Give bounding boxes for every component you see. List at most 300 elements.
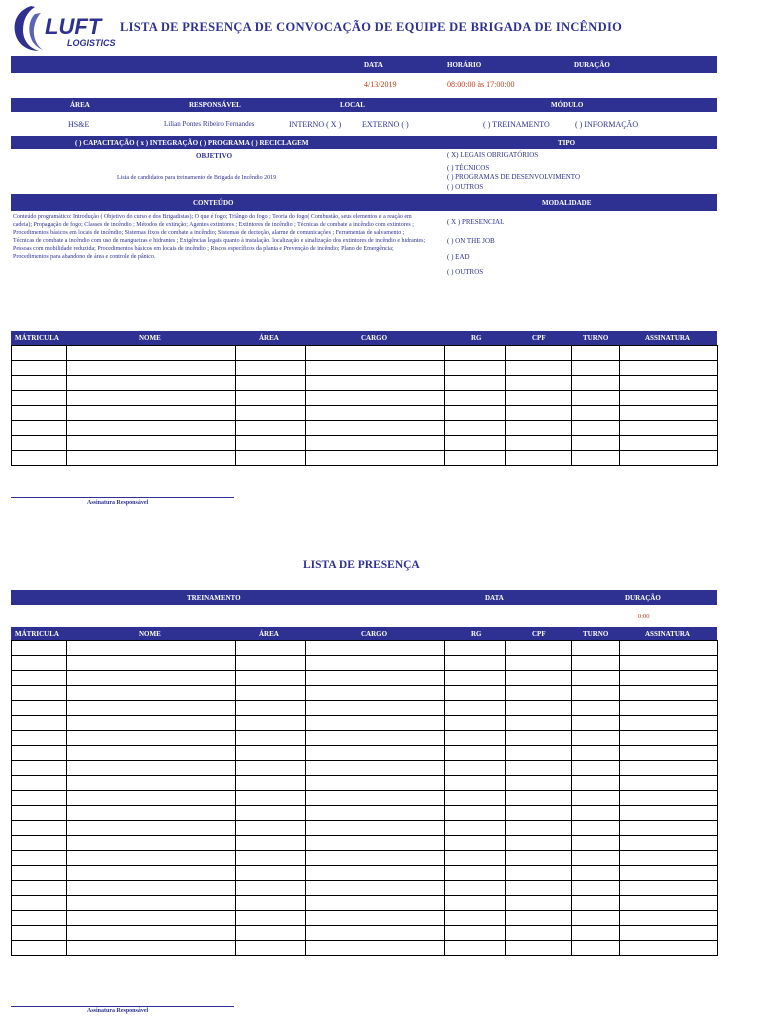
table-cell[interactable]	[235, 866, 305, 881]
table-cell[interactable]	[506, 361, 572, 376]
table-cell[interactable]	[445, 731, 506, 746]
table-cell[interactable]	[235, 716, 305, 731]
table-cell[interactable]	[66, 716, 235, 731]
table-cell[interactable]	[445, 806, 506, 821]
table-cell[interactable]	[572, 346, 620, 361]
table-cell[interactable]	[235, 391, 305, 406]
signature-label-2: Assinatura Responsável	[87, 1008, 149, 1014]
table-cell[interactable]	[620, 421, 718, 436]
table-cell[interactable]	[572, 806, 620, 821]
table-cell[interactable]	[506, 776, 572, 791]
table-cell[interactable]	[305, 641, 445, 656]
col-matricula: MÁTRICULA	[15, 334, 59, 342]
table-cell[interactable]	[305, 391, 445, 406]
table-cell[interactable]	[305, 436, 445, 451]
table-cell[interactable]	[620, 376, 718, 391]
table-row	[12, 671, 718, 686]
area-label: ÁREA	[70, 101, 90, 109]
table-cell[interactable]	[12, 821, 67, 836]
table-cell[interactable]	[12, 346, 67, 361]
table-cell[interactable]	[12, 881, 67, 896]
table-cell[interactable]	[445, 361, 506, 376]
table-cell[interactable]	[572, 731, 620, 746]
table-cell[interactable]	[572, 866, 620, 881]
table-cell[interactable]	[305, 791, 445, 806]
content-header-bar	[11, 194, 717, 211]
table-cell[interactable]	[305, 451, 445, 466]
objective-label: OBJETIVO	[196, 152, 233, 160]
table-cell[interactable]	[572, 361, 620, 376]
table-cell[interactable]	[12, 361, 67, 376]
table-cell[interactable]	[305, 941, 445, 956]
table-cell[interactable]	[235, 776, 305, 791]
table-cell[interactable]	[572, 941, 620, 956]
modality-option-1: ( X ) PRESENCIAL	[447, 218, 505, 226]
table-cell[interactable]	[235, 851, 305, 866]
table-cell[interactable]	[305, 821, 445, 836]
table-row	[12, 406, 718, 421]
table-cell[interactable]	[66, 686, 235, 701]
table-cell[interactable]	[572, 716, 620, 731]
table-cell[interactable]	[572, 671, 620, 686]
table-cell[interactable]	[12, 776, 67, 791]
table-cell[interactable]	[66, 821, 235, 836]
table-cell[interactable]	[445, 641, 506, 656]
table-cell[interactable]	[305, 851, 445, 866]
table-cell[interactable]	[572, 851, 620, 866]
table-cell[interactable]	[66, 346, 235, 361]
table-cell[interactable]	[506, 881, 572, 896]
table-row	[12, 731, 718, 746]
table-cell[interactable]	[305, 656, 445, 671]
table-cell[interactable]	[572, 776, 620, 791]
table-row	[12, 836, 718, 851]
table-cell[interactable]	[620, 641, 718, 656]
time-label: HORÁRIO	[447, 60, 482, 69]
table-cell[interactable]	[12, 926, 67, 941]
table-cell[interactable]	[445, 926, 506, 941]
col-turno: TURNO	[583, 629, 609, 638]
signature-label: Assinatura Responsável	[87, 500, 149, 506]
table-cell[interactable]	[12, 866, 67, 881]
table-cell[interactable]	[66, 761, 235, 776]
table-cell[interactable]	[620, 806, 718, 821]
table-cell[interactable]	[66, 806, 235, 821]
duration-label: DURAÇÃO	[574, 60, 610, 69]
company-logo	[11, 4, 117, 52]
table-cell[interactable]	[235, 896, 305, 911]
table-cell[interactable]	[572, 701, 620, 716]
table-cell[interactable]	[12, 421, 67, 436]
table-cell[interactable]	[445, 671, 506, 686]
table-cell[interactable]	[66, 731, 235, 746]
table-cell[interactable]	[620, 821, 718, 836]
col-cargo: CARGO	[361, 334, 388, 342]
table-cell[interactable]	[66, 911, 235, 926]
table-cell[interactable]	[620, 701, 718, 716]
table-cell[interactable]	[305, 926, 445, 941]
table-cell[interactable]	[235, 731, 305, 746]
table-cell[interactable]	[506, 926, 572, 941]
table-cell[interactable]	[66, 791, 235, 806]
table-row	[12, 656, 718, 671]
table-cell[interactable]	[66, 406, 235, 421]
table-cell[interactable]	[506, 941, 572, 956]
col-nome: NOME	[139, 334, 161, 342]
modality-option-4: ( ) OUTROS	[447, 268, 484, 276]
logo-subtext: LOGISTICS	[67, 38, 116, 48]
table-cell[interactable]	[506, 656, 572, 671]
table-row	[12, 866, 718, 881]
table-cell[interactable]	[305, 376, 445, 391]
col-rg: RG	[471, 334, 482, 342]
table-cell[interactable]	[506, 821, 572, 836]
table-cell[interactable]	[506, 761, 572, 776]
table-row	[12, 701, 718, 716]
table-cell[interactable]	[66, 391, 235, 406]
responsible-label: RESPONSÁVEL	[189, 101, 241, 109]
table-row	[12, 851, 718, 866]
table-cell[interactable]	[235, 376, 305, 391]
table-cell[interactable]	[235, 911, 305, 926]
table-cell[interactable]	[572, 421, 620, 436]
table-cell[interactable]	[12, 791, 67, 806]
tipo-option-2: ( ) TÉCNICOS	[447, 164, 490, 172]
table-cell[interactable]	[572, 641, 620, 656]
table-cell[interactable]	[506, 346, 572, 361]
table-cell[interactable]	[12, 641, 67, 656]
table-cell[interactable]	[305, 746, 445, 761]
training-type-options: ( ) CAPACITAÇÃO ( x ) INTEGRAÇÃO ( ) PROGRAMA ( ) RECICLAGEM	[75, 138, 309, 147]
table-cell[interactable]	[506, 896, 572, 911]
attendance-table-2	[11, 640, 718, 956]
table-cell[interactable]	[66, 436, 235, 451]
table-cell[interactable]	[66, 361, 235, 376]
table-cell[interactable]	[506, 391, 572, 406]
table-cell[interactable]	[445, 451, 506, 466]
table-cell[interactable]	[620, 406, 718, 421]
table-row	[12, 391, 718, 406]
table-cell[interactable]	[12, 761, 67, 776]
table-cell[interactable]	[572, 881, 620, 896]
table-cell[interactable]	[445, 391, 506, 406]
table-cell[interactable]	[620, 436, 718, 451]
table-cell[interactable]	[572, 911, 620, 926]
table-cell[interactable]	[445, 836, 506, 851]
table-cell[interactable]	[305, 361, 445, 376]
table-cell[interactable]	[305, 896, 445, 911]
col-cpf: CPF	[532, 334, 546, 342]
table-cell[interactable]	[235, 881, 305, 896]
table-cell[interactable]	[506, 451, 572, 466]
table-cell[interactable]	[66, 376, 235, 391]
col-cargo: CARGO	[361, 629, 388, 638]
table-cell[interactable]	[235, 346, 305, 361]
local-external: EXTERNO ( )	[362, 120, 409, 129]
table-cell[interactable]	[506, 911, 572, 926]
table-cell[interactable]	[620, 746, 718, 761]
table-cell[interactable]	[66, 671, 235, 686]
tipo-option-4: ( ) OUTROS	[447, 183, 484, 191]
table-cell[interactable]	[305, 761, 445, 776]
table-cell[interactable]	[620, 866, 718, 881]
table-cell[interactable]	[506, 436, 572, 451]
table-cell[interactable]	[66, 836, 235, 851]
table-cell[interactable]	[506, 866, 572, 881]
table-cell[interactable]	[66, 896, 235, 911]
table-row	[12, 761, 718, 776]
area-value: HS&E	[68, 120, 90, 129]
table-cell[interactable]	[12, 896, 67, 911]
table-cell[interactable]	[572, 896, 620, 911]
table-cell[interactable]	[12, 671, 67, 686]
table-cell[interactable]	[235, 406, 305, 421]
col-assinatura: ASSINATURA	[645, 334, 690, 342]
table-cell[interactable]	[572, 926, 620, 941]
info-header-bar	[11, 98, 717, 112]
col-area: ÁREA	[259, 629, 279, 638]
table-cell[interactable]	[572, 746, 620, 761]
table-cell[interactable]	[445, 421, 506, 436]
table-cell[interactable]	[235, 806, 305, 821]
table-cell[interactable]	[445, 866, 506, 881]
table-cell[interactable]	[445, 896, 506, 911]
table-cell[interactable]	[506, 716, 572, 731]
table-cell[interactable]	[620, 911, 718, 926]
attendance-table-header-2	[11, 627, 717, 640]
table-cell[interactable]	[305, 701, 445, 716]
table-cell[interactable]	[305, 716, 445, 731]
attendance-table-header	[11, 331, 717, 345]
table-row	[12, 896, 718, 911]
table-cell[interactable]	[305, 881, 445, 896]
table-cell[interactable]	[445, 716, 506, 731]
table-cell[interactable]	[66, 656, 235, 671]
table-cell[interactable]	[12, 911, 67, 926]
table-row	[12, 686, 718, 701]
table-cell[interactable]	[235, 836, 305, 851]
table-cell[interactable]	[620, 731, 718, 746]
table-cell[interactable]	[620, 896, 718, 911]
table-cell[interactable]	[12, 941, 67, 956]
table-cell[interactable]	[572, 436, 620, 451]
table-cell[interactable]	[305, 406, 445, 421]
table-cell[interactable]	[445, 911, 506, 926]
table-cell[interactable]	[66, 881, 235, 896]
table-cell[interactable]	[66, 641, 235, 656]
table-cell[interactable]	[506, 731, 572, 746]
table-cell[interactable]	[12, 746, 67, 761]
tipo-option-3: ( ) PROGRAMAS DE DESENVOLVIMENTO	[447, 173, 581, 181]
col-cpf: CPF	[532, 629, 546, 638]
table-cell[interactable]	[620, 761, 718, 776]
col-assinatura: ASSINATURA	[645, 629, 690, 638]
responsible-value: Lilian Pontes Ribeiro Fernandes	[164, 120, 255, 128]
table-cell[interactable]	[620, 716, 718, 731]
table-cell[interactable]	[506, 671, 572, 686]
table-cell[interactable]	[235, 671, 305, 686]
table-row	[12, 941, 718, 956]
table-row	[12, 716, 718, 731]
table-cell[interactable]	[66, 746, 235, 761]
table-cell[interactable]	[445, 821, 506, 836]
table-cell[interactable]	[572, 686, 620, 701]
table-cell[interactable]	[620, 656, 718, 671]
table-cell[interactable]	[445, 851, 506, 866]
table-cell[interactable]	[235, 451, 305, 466]
table-cell[interactable]	[445, 746, 506, 761]
table-cell[interactable]	[620, 926, 718, 941]
table-cell[interactable]	[506, 836, 572, 851]
table-cell[interactable]	[235, 761, 305, 776]
table-cell[interactable]	[572, 791, 620, 806]
table-cell[interactable]	[506, 421, 572, 436]
table-cell[interactable]	[235, 656, 305, 671]
table-cell[interactable]	[620, 791, 718, 806]
table-cell[interactable]	[506, 806, 572, 821]
table-cell[interactable]	[66, 926, 235, 941]
table-cell[interactable]	[12, 656, 67, 671]
table-cell[interactable]	[620, 851, 718, 866]
table-cell[interactable]	[12, 436, 67, 451]
table-row	[12, 881, 718, 896]
table-cell[interactable]	[572, 391, 620, 406]
table-cell[interactable]	[445, 436, 506, 451]
table-cell[interactable]	[235, 641, 305, 656]
table-cell[interactable]	[620, 361, 718, 376]
table-cell[interactable]	[506, 791, 572, 806]
table-cell[interactable]	[620, 836, 718, 851]
page-title: LISTA DE PRESENÇA DE CONVOCAÇÃO DE EQUIPE DE BRIGADA DE INCÊNDIO	[120, 20, 623, 34]
table-cell[interactable]	[12, 406, 67, 421]
table-cell[interactable]	[445, 656, 506, 671]
table-cell[interactable]	[620, 776, 718, 791]
table-cell[interactable]	[445, 701, 506, 716]
table-cell[interactable]	[305, 346, 445, 361]
table-row	[12, 776, 718, 791]
table-cell[interactable]	[445, 761, 506, 776]
table-row	[12, 451, 718, 466]
table-cell[interactable]	[235, 421, 305, 436]
section-title: LISTA DE PRESENÇA	[303, 559, 420, 571]
table-cell[interactable]	[506, 641, 572, 656]
table-cell[interactable]	[66, 866, 235, 881]
table-cell[interactable]	[235, 436, 305, 451]
table-cell[interactable]	[572, 376, 620, 391]
table-row	[12, 641, 718, 656]
duration-label-2: DURAÇÃO	[625, 593, 661, 602]
module-training: ( ) TREINAMENTO	[483, 120, 550, 129]
table-cell[interactable]	[235, 686, 305, 701]
table-cell[interactable]	[506, 701, 572, 716]
date-label-2: DATA	[485, 593, 504, 602]
table-cell[interactable]	[12, 716, 67, 731]
table-cell[interactable]	[235, 361, 305, 376]
table-cell[interactable]	[572, 406, 620, 421]
local-label: LOCAL	[340, 101, 365, 109]
table-cell[interactable]	[305, 776, 445, 791]
table-cell[interactable]	[12, 851, 67, 866]
table-cell[interactable]	[506, 686, 572, 701]
table-cell[interactable]	[445, 776, 506, 791]
table-cell[interactable]	[620, 391, 718, 406]
table-cell[interactable]	[235, 746, 305, 761]
table-cell[interactable]	[235, 821, 305, 836]
col-rg: RG	[471, 629, 482, 638]
table-cell[interactable]	[305, 731, 445, 746]
table-cell[interactable]	[572, 656, 620, 671]
table-cell[interactable]	[445, 346, 506, 361]
table-cell[interactable]	[235, 791, 305, 806]
table-cell[interactable]	[305, 671, 445, 686]
table-cell[interactable]	[12, 701, 67, 716]
table-cell[interactable]	[66, 776, 235, 791]
table-cell[interactable]	[66, 941, 235, 956]
table-cell[interactable]	[620, 941, 718, 956]
table-cell[interactable]	[445, 881, 506, 896]
table-cell[interactable]	[506, 851, 572, 866]
tipo-option-1: ( X) LEGAIS OBRIGATÓRIOS	[447, 151, 539, 159]
col-turno: TURNO	[583, 334, 609, 342]
table-cell[interactable]	[305, 836, 445, 851]
table-row	[12, 806, 718, 821]
table-cell[interactable]	[506, 406, 572, 421]
table-row	[12, 746, 718, 761]
table-cell[interactable]	[620, 451, 718, 466]
table-cell[interactable]	[305, 421, 445, 436]
table-cell[interactable]	[12, 451, 67, 466]
table-cell[interactable]	[66, 451, 235, 466]
table-cell[interactable]	[66, 421, 235, 436]
table-cell[interactable]	[66, 851, 235, 866]
table-cell[interactable]	[620, 881, 718, 896]
schedule-header-bar	[11, 56, 717, 73]
table-cell[interactable]	[620, 346, 718, 361]
attendance-table	[11, 345, 718, 466]
table-cell[interactable]	[445, 376, 506, 391]
table-row	[12, 926, 718, 941]
table-cell[interactable]	[572, 821, 620, 836]
table-cell[interactable]	[12, 376, 67, 391]
table-cell[interactable]	[445, 791, 506, 806]
table-cell[interactable]	[506, 376, 572, 391]
table-cell[interactable]	[305, 911, 445, 926]
table-cell[interactable]	[12, 391, 67, 406]
table-cell[interactable]	[445, 406, 506, 421]
table-cell[interactable]	[572, 836, 620, 851]
table-cell[interactable]	[12, 836, 67, 851]
table-cell[interactable]	[572, 761, 620, 776]
table-cell[interactable]	[620, 686, 718, 701]
table-cell[interactable]	[445, 686, 506, 701]
table-cell[interactable]	[445, 941, 506, 956]
table-cell[interactable]	[305, 806, 445, 821]
table-cell[interactable]	[305, 686, 445, 701]
table-cell[interactable]	[66, 701, 235, 716]
table-cell[interactable]	[12, 731, 67, 746]
table-cell[interactable]	[12, 686, 67, 701]
table-cell[interactable]	[506, 746, 572, 761]
table-row	[12, 376, 718, 391]
table-cell[interactable]	[235, 926, 305, 941]
table-cell[interactable]	[12, 806, 67, 821]
table-cell[interactable]	[305, 866, 445, 881]
table-row	[12, 791, 718, 806]
table-cell[interactable]	[235, 941, 305, 956]
table-cell[interactable]	[572, 451, 620, 466]
table-cell[interactable]	[235, 701, 305, 716]
table-cell[interactable]	[620, 671, 718, 686]
